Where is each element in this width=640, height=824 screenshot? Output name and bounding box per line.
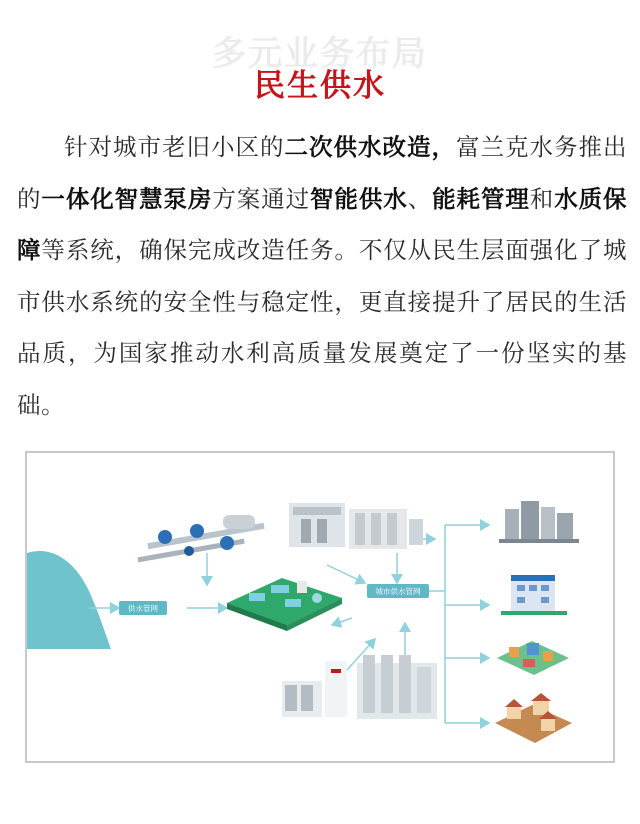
diagram-canvas — [27, 453, 615, 763]
supply-pipe-label: 供水管网 — [128, 604, 158, 613]
emphasis-text: 二次供水改造， — [284, 133, 456, 161]
emphasis-text: 智能供水 — [310, 184, 408, 213]
background-title: 多元业务布局 — [212, 34, 428, 74]
pump-pipeline-equipment — [137, 515, 264, 562]
destination-community — [497, 641, 569, 675]
flow-arrow — [327, 565, 365, 583]
body-text-segment: 等系统，确保完成改造任务。不仅从民生层面强化了城市供水系统的安全性与稳定性，更直接提升了居民的生活品质，为国家推动水利高质量发展奠定了一份坚实的基础。 — [17, 236, 628, 419]
section-header — [0, 26, 640, 106]
destination-villa-district — [495, 693, 572, 743]
body-text-segment: 方案通过 — [212, 184, 311, 213]
body-text-segment: 、 — [407, 184, 433, 213]
destination-residential-buildings — [499, 501, 579, 543]
body-text-segment: 富兰克水务推出的 — [17, 133, 627, 213]
water-supply-diagram — [25, 451, 615, 763]
emphasis-text: 一体化智慧泵房 — [41, 184, 213, 213]
emphasis-text: 能耗管理 — [432, 184, 530, 213]
flow-arrow — [332, 618, 352, 625]
pump-room-unit-top — [289, 503, 423, 549]
destination-hospital — [501, 575, 567, 615]
water-treatment-plant — [227, 578, 342, 631]
body-text-segment: 和 — [529, 184, 555, 213]
pump-room-unit-bottom — [282, 655, 437, 719]
article-paragraph — [17, 122, 627, 431]
body-text-segment: 针对城市老旧小区的 — [64, 133, 285, 161]
page-title: 民生供水 — [254, 68, 386, 104]
city-pipe-label: 城市供水管网 — [375, 587, 421, 596]
emphasis-text: 水质保障 — [17, 184, 628, 264]
water-source-shape — [27, 551, 111, 649]
